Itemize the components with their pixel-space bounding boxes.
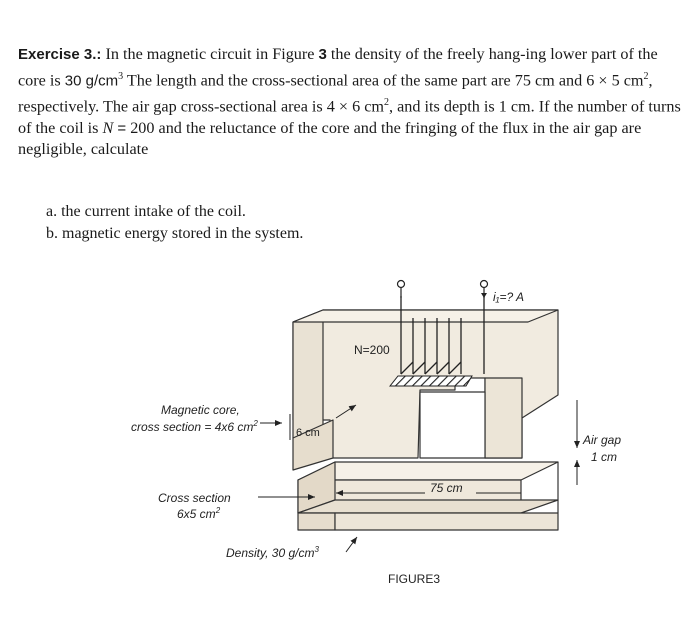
coil-hatched-band [390,376,472,386]
coil-terminals [398,281,488,299]
air-gap-label: Air gap [583,433,622,447]
density-label-value: Density, 30 g/cm [226,546,315,560]
task-item-b: b. magnetic energy stored in the system. [46,224,304,242]
turns-symbol: N [102,118,114,137]
density-label [226,545,319,560]
core-label-line2 [131,419,258,434]
turns-equals: = [117,119,127,137]
gap-area-exponent: 2 [384,96,390,108]
core-label-area: cross section = 4x6 cm [131,420,254,434]
air-gap-depth: 1 cm [591,450,618,464]
figure-reference: 3 [318,46,327,63]
core-label-exponent: 2 [253,419,258,428]
cross-section-value: 6x5 cm [177,507,216,521]
length-label: 75 cm [430,481,463,495]
cross-section-exponent: 2 [215,506,221,515]
problem-text-2: the density of the freely hang-ing lower part of the core is [18,45,658,89]
problem-text-3: The length and the cross-sectional area of the same part are [126,70,511,89]
current-label: i₁=? A [493,290,525,304]
task-item-a: a. the current intake of the coil. [46,203,246,220]
cross-section-label: Cross section [158,491,231,505]
problem-text-5: , respectively. The air gap cross-sectional area is [18,70,653,115]
lower-area-exponent: 2 [643,70,649,82]
core-label-line1: Magnetic core, [161,403,240,417]
exercise-colon: : [96,46,102,63]
exercise-label: Exercise 3. [18,46,97,63]
density-exponent: 3 [118,70,124,82]
problem-text-8: and the reluctance of the core and the fringing of the flux in the air gap are negligible, calculate [18,118,642,159]
length-value: 75 cm [514,70,555,89]
problem-text-7: . If the number of turns of the coil is [18,96,681,137]
cross-section-area [177,506,221,521]
dimension-6cm: 6 cm [296,427,320,439]
problem-text-1: In the magnetic circuit in Figure [105,45,315,63]
problem-text-6: , and its depth is [389,96,495,115]
turns-label: N=200 [354,343,390,357]
depth-value: 1 cm [498,96,531,115]
problem-text-4: and [558,70,583,89]
density-value: 30 g/cm [64,71,119,89]
figure-caption: FIGURE3 [388,572,441,586]
turns-value: 200 [130,118,155,137]
gap-area-value: 4 × 6 cm [326,96,385,115]
density-label-exponent: 3 [314,545,319,554]
lower-area-value: 6 × 5 cm [586,70,644,89]
